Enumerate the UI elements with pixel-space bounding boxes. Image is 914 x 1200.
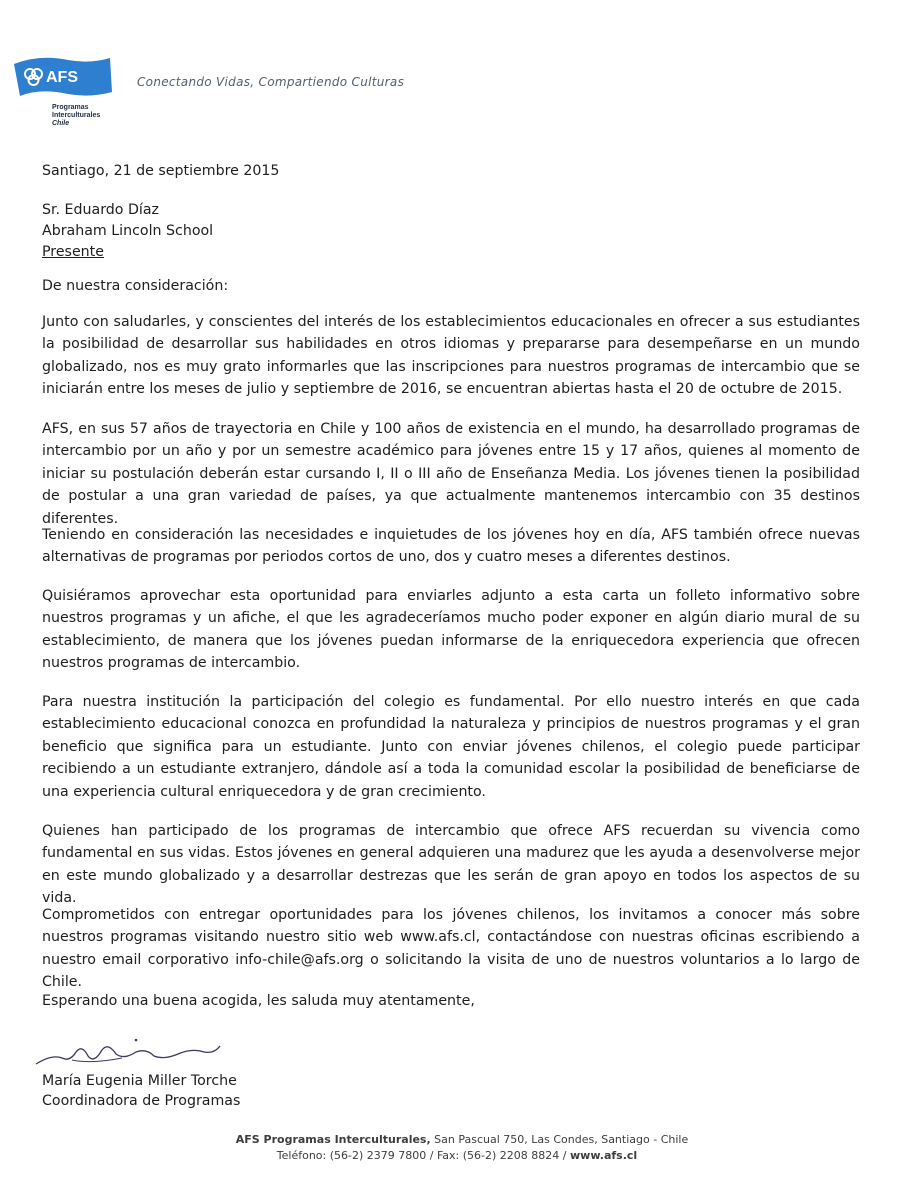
paragraph-2: AFS, en sus 57 años de trayectoria en Chile y 100 años de existencia en el mundo, ha desarrollado programas de intercambio por un año y por un semestre académico para jóvenes entre 15 y 17 años, quienes al momento de iniciar su postulación deberán estar cursando I, II o III año de Enseñanza Media. Los jóvenes tienen la posibilidad de postular a una gran variedad de países, ya que actualmente mantenemos intercambio con 35 destinos diferentes. — [42, 421, 860, 527]
tagline: Conectando Vidas, Compartiendo Culturas — [137, 75, 405, 89]
salutation: De nuestra consideración: — [42, 278, 229, 294]
footer-org: AFS Programas Interculturales, — [235, 1133, 431, 1146]
footer-address: San Pascual 750, Las Condes, Santiago - Chile — [434, 1133, 689, 1146]
paragraph-4: Quisiéramos aprovechar esta oportunidad para enviarles adjunto a esta carta un folleto informativo sobre nuestros programas y un afiche, el que les agradeceríamos mucho poder exponer en algún diario mural de su establecimiento, de manera que los jóvenes puedan informarse de la enriquecedora experiencia que ofrecen nuestros programas de intercambio. — [42, 588, 860, 672]
logo-sub-line-3: Chile — [52, 120, 70, 127]
paragraph-5: Para nuestra institución la participación del colegio es fundamental. Por ello nuestro interés en que cada establecimiento educacional conozca en profundidad la naturaleza y principios de nuestros programas y el gran beneficio que significa para un estudiante. Junto con enviar jóvenes chilenos, el colegio puede participar recibiendo a un estudiante extranjero, dándole así a toda la comunidad escolar la posibilidad de beneficiarse de una experiencia cultural enriquecedora y de gran crecimiento. — [42, 694, 860, 800]
afs-logo — [10, 52, 120, 142]
paragraph-1: Junto con saludarles, y conscientes del interés de los establecimientos educacionales en ofrecer a sus estudiantes la posibilidad de desarrollar sus habilidades en otros idiomas y prepararse para desempeñarse en un mundo globalizado, nos es muy grato informarles que las inscripciones para nuestros programas de intercambio que se iniciarán entre los meses de julio y septiembre de 2016, se encuentran abiertas hasta el 20 de octubre de 2015. — [42, 314, 860, 398]
signer-title: Coordinadora de Programas — [42, 1093, 241, 1109]
recipient-presente: Presente — [42, 244, 104, 260]
signer-name: María Eugenia Miller Torche — [42, 1073, 237, 1089]
logo-subtitle — [52, 104, 100, 128]
afs-logo-text: AFS — [46, 69, 78, 86]
footer-address-line — [0, 1132, 914, 1148]
paragraph-3: Teniendo en consideración las necesidades e inquietudes de los jóvenes hoy en día, AFS también ofrece nuevas alternativas de programas por periodos cortos de uno, dos y cuatro meses a diferentes destinos. — [42, 527, 860, 566]
logo-sub-line-1: Programas — [52, 104, 89, 111]
footer-sep-2: / — [562, 1149, 567, 1162]
paragraph-6: Quienes han participado de los programas de intercambio que ofrece AFS recuerdan su vivencia como fundamental en sus vidas. Estos jóvenes en general adquieren una madurez que les ayuda a desenvolverse mejor en este mundo globalizado y a desarrollar destrezas que les serán de gran apoyo en todos los aspectos de su vida. — [42, 823, 860, 907]
recipient-org: Abraham Lincoln School — [42, 223, 214, 239]
footer-contact-line — [0, 1148, 914, 1164]
footer-fax: Fax: (56-2) 2208 8824 — [436, 1149, 560, 1162]
closing: Esperando una buena acogida, les saluda muy atentamente, — [42, 993, 475, 1009]
logo-sub-line-2: Interculturales — [52, 112, 101, 119]
afs-flag-icon — [10, 52, 120, 112]
paragraph-7: Comprometidos con entregar oportunidades para los jóvenes chilenos, los invitamos a conocer más sobre nuestros programas visitando nuestro sitio web www.afs.cl, contactándose con nuestras oficinas escribiendo a nuestro email corporativo info-chile@afs.org o solicitando la visita de uno de nuestros voluntarios a lo largo de Chile. — [42, 907, 860, 991]
letter-date: Santiago, 21 de septiembre 2015 — [42, 163, 280, 179]
footer-web: www.afs.cl — [570, 1149, 638, 1162]
footer-phone: Teléfono: (56-2) 2379 7800 — [276, 1149, 427, 1162]
recipient-name: Sr. Eduardo Díaz — [42, 202, 159, 218]
footer-sep-1: / — [429, 1149, 434, 1162]
